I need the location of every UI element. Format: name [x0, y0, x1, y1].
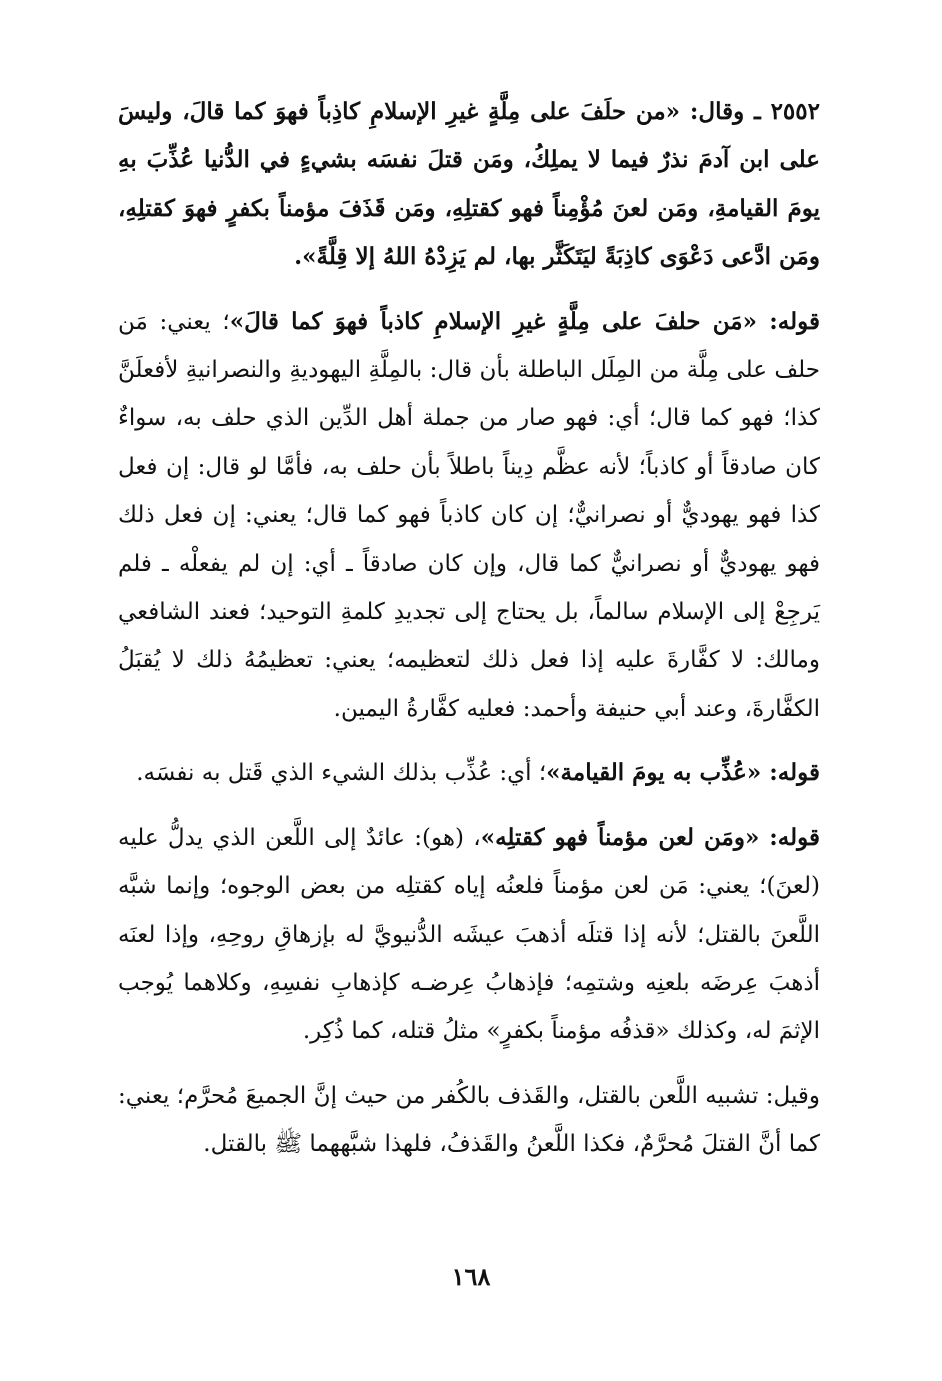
commentary-quote: «مَن حلفَ على مِلَّةٍ غيرِ الإسلامِ كاذباً فهوَ كما قالَ» [229, 307, 757, 335]
commentary-quote: «ومَن لعن مؤمناً فهو كقتلِه» [480, 823, 760, 851]
commentary-body: ، (هو): عائدٌ إلى اللَّعن الذي يدلُّ عليه (لعنَ)؛ يعني: مَن لعن مؤمناً فلعنُه إياه كقتلِه من بعض الوجوه؛ وإنما شبَّه اللَّعنَ بالقتل؛ لأنه إذا قتلَه أذهبَ عيشَه الدُّنيويَّ له بإزهاقِ روحِهِ، وإذا لعنَه أذهبَ عِرضَه بلعنِه وشتمِه؛ فإذهابُ عِرضـه كإذهابِ نفسِهِ، وكلاهما يُوجب الإثمَ له، وكذلك «قذفُه مؤمناً بكفرٍ» مثلُ قتله، كما ذُكِر. [118, 824, 820, 1045]
commentary-paragraph-2 [118, 749, 820, 797]
page-body [118, 88, 820, 1169]
commentary-paragraph-1 [118, 298, 820, 734]
hadith-intro: ـ وقال: [680, 98, 771, 125]
commentary-lead: قوله: [756, 307, 821, 335]
commentary-body: وقيل: تشبيه اللَّعن بالقتل، والقَذف بالكُفر من حيث إنَّ الجميعَ مُحرَّم؛ يعني: كما أنَّ القتلَ مُحرَّمٌ، فكذا اللَّعنُ والقَذفُ، فلهذا شبَّههما ﷺ بالقتل. [118, 1082, 820, 1158]
page-number: ١٦٨ [451, 1262, 491, 1291]
commentary-body: ؛ أي: عُذِّب بذلك الشيء الذي قَتل به نفسَه. [136, 760, 547, 787]
commentary-quote: «عُذِّب به يومَ القيامة» [546, 759, 762, 787]
hadith-paragraph [118, 88, 820, 282]
commentary-body: ؛ يعني: مَن حلف على مِلَّة من المِلَل الباطلة بأن قال: بالمِلَّةِ اليهوديةِ والنصرانيةِ لأفعلَنَّ كذا؛ فهو كما قال؛ أي: فهو صار من جملة أهل الدِّين الذي حلف به، سواءٌ كان صادقاً أو كاذباً؛ لأنه عظَّم دِيناً باطلاً بأن حلف به، فأمَّا لو قال: إن فعل كذا فهو يهوديٌّ أو نصرانيٌّ؛ إن كان كاذباً فهو كما قال؛ يعني: إن فعل ذلك فهو يهوديٌّ أو نصرانيٌّ كما قال، وإن كان صادقاً ـ أي: إن لم يفعلْه ـ فلم يَرجِعْ إلى الإسلام سالماً، بل يحتاج إلى تجديدِ كلمةِ التوحيد؛ فعند الشافعي ومالك: لا كفَّارةَ عليه إذا فعل ذلك لتعظيمه؛ يعني: تعظيمُهُ ذلك لا يُقبَلُ الكفَّارةَ، وعند أبي حنيفة وأحمد: فعليه كفَّارةُ اليمين. [118, 308, 820, 722]
commentary-lead: قوله: [759, 823, 821, 851]
commentary-lead: قوله: [761, 759, 820, 787]
commentary-paragraph-3 [118, 814, 820, 1056]
commentary-paragraph-4 [118, 1072, 820, 1169]
hadith-text: «من حلَفَ على مِلَّةٍ غيرِ الإسلامِ كاذِباً فهوَ كما قالَ، وليسَ على ابن آدمَ نذرٌ فيما لا يملِكُ، ومَن قتلَ نفسَه بشيءٍ في الدُّنيا عُذِّبَ بهِ يومَ القيامةِ، ومَن لعنَ مُؤْمِناً فهو كقتلِهِ، ومَن قَذَفَ مؤمناً بكفرٍ فهوَ كقتلِهِ، ومَن ادَّعى دَعْوَى كاذِبَةً ليَتَكَثَّر بها، لم يَزِدْهُ اللهُ إلا قِلَّةً». [118, 98, 820, 271]
hadith-number: ٢٥٥٢ [770, 98, 820, 125]
